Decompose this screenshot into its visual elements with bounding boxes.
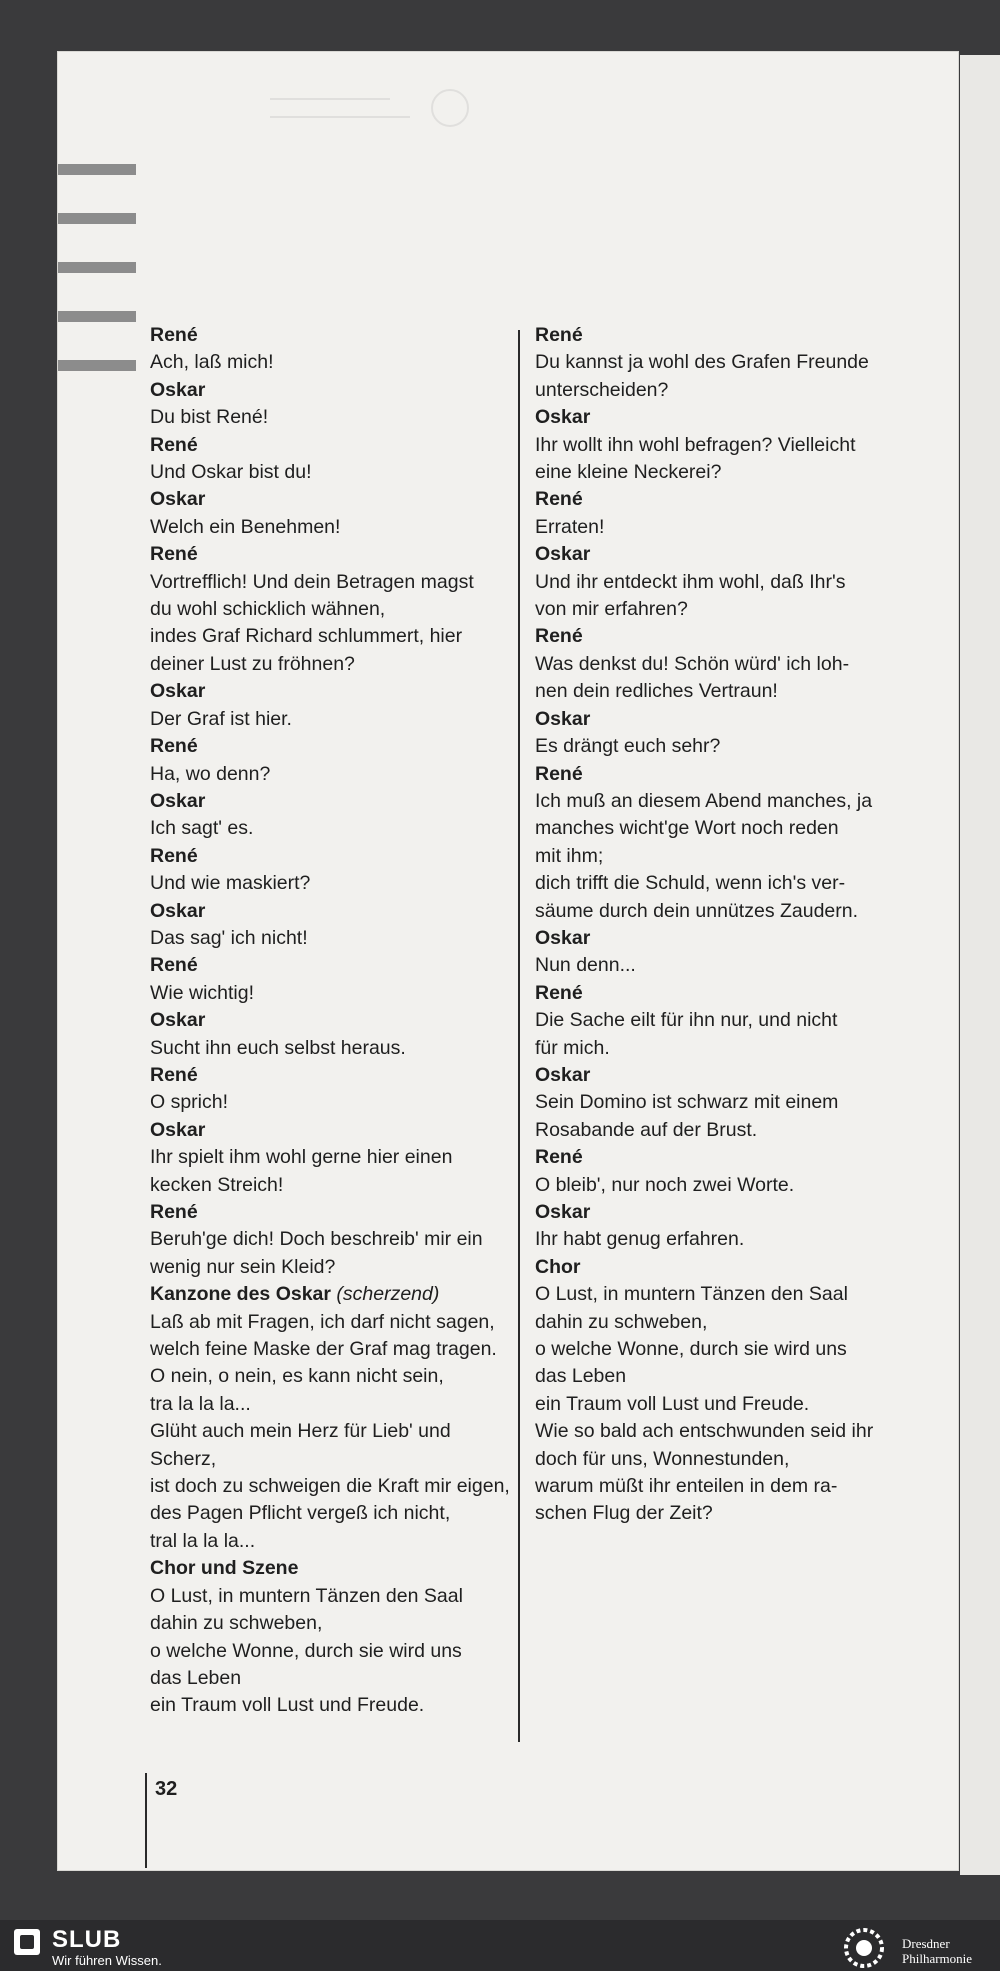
libretto-line — [150, 1309, 510, 1336]
speaker-text: René — [150, 543, 198, 566]
libretto-line — [535, 514, 895, 541]
libretto-line — [535, 377, 895, 404]
libretto-line — [150, 349, 510, 376]
line-text: Erraten! — [535, 515, 605, 538]
speaker-name — [150, 1062, 510, 1089]
line-text: O bleib', nur noch zwei Worte. — [535, 1173, 795, 1196]
line-text: Scherz, — [150, 1447, 217, 1470]
speaker-text: René — [535, 981, 583, 1004]
line-text: o welche Wonne, durch sie wird uns — [150, 1639, 462, 1662]
libretto-line — [150, 815, 510, 842]
line-text: Sucht ihn euch selbst heraus. — [150, 1036, 406, 1059]
speaker-name — [150, 678, 510, 705]
speaker-text: Oskar — [535, 926, 591, 949]
line-text: Glüht auch mein Herz für Lieb' und — [150, 1420, 451, 1443]
speaker-name — [535, 541, 895, 568]
libretto-line — [150, 925, 510, 952]
libretto-line — [150, 1692, 510, 1719]
libretto-line — [535, 651, 895, 678]
speaker-text: Oskar — [535, 1063, 591, 1086]
speaker-text: Chor — [535, 1255, 581, 1278]
libretto-line — [150, 1391, 510, 1418]
line-text: du wohl schicklich wähnen, — [150, 598, 386, 621]
libretto-line — [535, 733, 895, 760]
libretto-line — [150, 1035, 510, 1062]
line-text: für mich. — [535, 1036, 610, 1059]
line-text: Das sag' ich nicht! — [150, 926, 308, 949]
speaker-name — [535, 1062, 895, 1089]
slub-logo-icon — [14, 1929, 40, 1955]
line-text: kecken Streich! — [150, 1173, 284, 1196]
libretto-line — [150, 1336, 510, 1363]
speaker-text: René — [535, 1146, 583, 1169]
line-text: Du kannst ja wohl des Grafen Freunde — [535, 351, 869, 374]
libretto-line — [150, 1446, 510, 1473]
libretto-line — [150, 1473, 510, 1500]
speaker-name — [150, 733, 510, 760]
libretto-line — [150, 1665, 510, 1692]
libretto-line — [150, 1363, 510, 1390]
line-text: Ach, laß mich! — [150, 351, 274, 374]
libretto-line — [535, 678, 895, 705]
line-text: Und Oskar bist du! — [150, 461, 312, 484]
speaker-text: Oskar — [535, 707, 591, 730]
show-through-logo-graphic — [260, 78, 490, 148]
line-text: doch für uns, Wonnestunden, — [535, 1447, 790, 1470]
libretto-line — [535, 1473, 895, 1500]
register-tab-mark — [58, 311, 136, 322]
line-text: des Pagen Pflicht vergeß ich nicht, — [150, 1502, 451, 1525]
next-page-edge — [960, 55, 1000, 1875]
libretto-line — [150, 1089, 510, 1116]
libretto-line — [535, 569, 895, 596]
speaker-name — [150, 1117, 510, 1144]
libretto-line — [150, 404, 510, 431]
libretto-line — [535, 1500, 895, 1527]
line-text: Ihr spielt ihm wohl gerne hier einen — [150, 1146, 453, 1169]
speaker-name — [150, 1555, 510, 1582]
line-text: dahin zu schweben, — [535, 1310, 708, 1333]
speaker-text: Oskar — [150, 378, 206, 401]
column-divider — [518, 330, 520, 1742]
line-text: indes Graf Richard schlummert, hier — [150, 625, 463, 648]
speaker-name — [150, 1281, 510, 1308]
libretto-line — [535, 1117, 895, 1144]
libretto-line — [150, 1583, 510, 1610]
line-text: tral la la la... — [150, 1529, 256, 1552]
speaker-name — [535, 1254, 895, 1281]
speaker-text: Kanzone des Oskar — [150, 1283, 331, 1306]
libretto-line — [150, 706, 510, 733]
line-text: Ich sagt' es. — [150, 817, 254, 840]
speaker-name — [535, 322, 895, 349]
speaker-text: René — [150, 735, 198, 758]
speaker-name — [535, 925, 895, 952]
libretto-left-column — [150, 322, 510, 1720]
line-text: O Lust, in muntern Tänzen den Saal — [150, 1584, 463, 1607]
line-text: Was denkst du! Schön würd' ich loh- — [535, 652, 850, 675]
libretto-line — [150, 1638, 510, 1665]
libretto-line — [150, 1528, 510, 1555]
line-text: Und wie maskiert? — [150, 872, 311, 895]
libretto-line — [535, 870, 895, 897]
speaker-name — [150, 1199, 510, 1226]
libretto-line — [150, 1144, 510, 1171]
speaker-name — [150, 377, 510, 404]
speaker-text: René — [535, 762, 583, 785]
line-text: Sein Domino ist schwarz mit einem — [535, 1091, 839, 1114]
line-text: O nein, o nein, es kann nicht sein, — [150, 1365, 444, 1388]
line-text: O sprich! — [150, 1091, 229, 1114]
line-text: Die Sache eilt für ihn nur, und nicht — [535, 1009, 838, 1032]
speaker-text: Oskar — [150, 1118, 206, 1141]
line-text: Ich muß an diesem Abend manches, ja — [535, 789, 873, 812]
line-text: tra la la la... — [150, 1392, 251, 1415]
partner-name — [902, 1936, 972, 1966]
speaker-text: Oskar — [150, 680, 206, 703]
partner-name-line1: Dresdner — [902, 1936, 950, 1951]
register-tab-mark — [58, 360, 136, 371]
speaker-text: Chor und Szene — [150, 1557, 299, 1580]
libretto-line — [150, 1226, 510, 1253]
libretto-line — [535, 1418, 895, 1445]
libretto-line — [150, 623, 510, 650]
library-name: SLUB — [52, 1926, 122, 1953]
line-text: ist doch zu schweigen die Kraft mir eigen, — [150, 1475, 510, 1498]
line-text: Rosabande auf der Brust. — [535, 1118, 758, 1141]
libretto-line — [535, 349, 895, 376]
line-text: schen Flug der Zeit? — [535, 1502, 713, 1525]
libretto-line — [150, 596, 510, 623]
libretto-right-column — [535, 322, 895, 1528]
libretto-line — [150, 651, 510, 678]
register-tab-mark — [58, 164, 136, 175]
libretto-line — [150, 514, 510, 541]
partner-name-line2: Philharmonie — [902, 1951, 973, 1966]
line-text: Ihr wollt ihn wohl befragen? Vielleicht — [535, 433, 856, 456]
speaker-name — [535, 623, 895, 650]
libretto-line — [150, 870, 510, 897]
speaker-text: René — [150, 324, 198, 346]
libretto-line — [150, 569, 510, 596]
speaker-text: Oskar — [150, 789, 206, 812]
libretto-line — [535, 815, 895, 842]
line-text: Vortrefflich! Und dein Betragen magst — [150, 570, 474, 593]
line-text: welch feine Maske der Graf mag tragen. — [150, 1338, 497, 1361]
line-text: Nun denn... — [535, 954, 636, 977]
viewer-footer — [0, 1920, 1000, 1971]
libretto-line — [535, 459, 895, 486]
line-text: Ha, wo denn? — [150, 762, 271, 785]
speaker-name — [535, 1199, 895, 1226]
libretto-line — [535, 788, 895, 815]
libretto-line — [535, 1281, 895, 1308]
line-text: manches wicht'ge Wort noch reden — [535, 817, 839, 840]
line-text: wenig nur sein Kleid? — [150, 1255, 336, 1278]
speaker-name — [150, 843, 510, 870]
philharmonie-logo-icon — [842, 1926, 886, 1970]
speaker-name — [150, 1007, 510, 1034]
line-text: von mir erfahren? — [535, 598, 688, 621]
line-text: das Leben — [535, 1365, 627, 1388]
register-tab-mark — [58, 213, 136, 224]
libretto-line — [535, 898, 895, 925]
speaker-text: Oskar — [535, 543, 591, 566]
libretto-line — [535, 1089, 895, 1116]
libretto-line — [535, 1309, 895, 1336]
libretto-line — [535, 1363, 895, 1390]
speaker-text: René — [150, 844, 198, 867]
line-text: Welch ein Benehmen! — [150, 515, 341, 538]
stage-direction: (scherzend) — [336, 1283, 440, 1306]
line-text: dich trifft die Schuld, wenn ich's ver- — [535, 872, 846, 895]
libretto-line — [535, 1336, 895, 1363]
libretto-line — [535, 1226, 895, 1253]
libretto-line — [535, 952, 895, 979]
libretto-line — [535, 432, 895, 459]
speaker-name — [150, 952, 510, 979]
line-text: mit ihm; — [535, 844, 604, 867]
line-text: warum müßt ihr enteilen in dem ra- — [535, 1475, 838, 1498]
speaker-name — [535, 980, 895, 1007]
libretto-line — [535, 1172, 895, 1199]
libretto-line — [535, 1035, 895, 1062]
libretto-line — [535, 843, 895, 870]
speaker-name — [150, 322, 510, 349]
speaker-name — [535, 404, 895, 431]
libretto-line — [150, 1254, 510, 1281]
line-text: Laß ab mit Fragen, ich darf nicht sagen, — [150, 1310, 495, 1333]
show-through-logo — [260, 78, 490, 148]
speaker-name — [535, 1144, 895, 1171]
line-text: Wie so bald ach entschwunden seid ihr — [535, 1420, 874, 1443]
libretto-line — [150, 1610, 510, 1637]
libretto-line — [150, 1172, 510, 1199]
line-text: Und ihr entdeckt ihm wohl, daß Ihr's — [535, 570, 846, 593]
libretto-line — [535, 1007, 895, 1034]
speaker-text: René — [535, 488, 583, 511]
line-text: dahin zu schweben, — [150, 1612, 323, 1635]
speaker-name — [150, 898, 510, 925]
speaker-name — [150, 541, 510, 568]
line-text: o welche Wonne, durch sie wird uns — [535, 1338, 847, 1361]
line-text: Wie wichtig! — [150, 981, 255, 1004]
speaker-text: Oskar — [150, 899, 206, 922]
line-text: eine kleine Neckerei? — [535, 461, 722, 484]
speaker-text: René — [150, 954, 198, 977]
libretto-line — [150, 1418, 510, 1445]
line-text: nen dein redliches Vertraun! — [535, 680, 778, 703]
speaker-name — [150, 486, 510, 513]
page-number: 32 — [155, 1778, 178, 1800]
speaker-text: Oskar — [150, 488, 206, 511]
libretto-line — [535, 596, 895, 623]
line-text: ein Traum voll Lust und Freude. — [535, 1392, 810, 1415]
line-text: Der Graf ist hier. — [150, 707, 292, 730]
speaker-text: Oskar — [535, 406, 591, 429]
line-text: Ihr habt genug erfahren. — [535, 1228, 745, 1251]
line-text: ein Traum voll Lust und Freude. — [150, 1694, 425, 1717]
libretto-line — [150, 1500, 510, 1527]
speaker-text: René — [535, 324, 583, 346]
speaker-name — [150, 432, 510, 459]
libretto-line — [150, 761, 510, 788]
libretto-line — [535, 1446, 895, 1473]
libretto-line — [150, 980, 510, 1007]
line-text: O Lust, in muntern Tänzen den Saal — [535, 1283, 848, 1306]
speaker-text: René — [150, 433, 198, 456]
speaker-text: René — [535, 625, 583, 648]
line-text: Du bist René! — [150, 406, 269, 429]
speaker-name — [535, 706, 895, 733]
page-number-rule — [145, 1773, 147, 1868]
libretto-line — [535, 1391, 895, 1418]
library-tagline: Wir führen Wissen. — [52, 1953, 162, 1968]
line-text: säume durch dein unnützes Zaudern. — [535, 899, 859, 922]
line-text: deiner Lust zu fröhnen? — [150, 652, 355, 675]
speaker-text: René — [150, 1201, 198, 1223]
speaker-text: Oskar — [150, 1009, 206, 1032]
register-tab-mark — [58, 262, 136, 273]
libretto-line — [150, 459, 510, 486]
line-text: das Leben — [150, 1666, 242, 1689]
speaker-name — [535, 486, 895, 513]
line-text: unterscheiden? — [535, 378, 669, 401]
speaker-text: Oskar — [535, 1201, 591, 1223]
line-text: Beruh'ge dich! Doch beschreib' mir ein — [150, 1228, 483, 1251]
speaker-name — [535, 761, 895, 788]
speaker-text: René — [150, 1063, 198, 1086]
speaker-name — [150, 788, 510, 815]
line-text: Es drängt euch sehr? — [535, 735, 721, 758]
